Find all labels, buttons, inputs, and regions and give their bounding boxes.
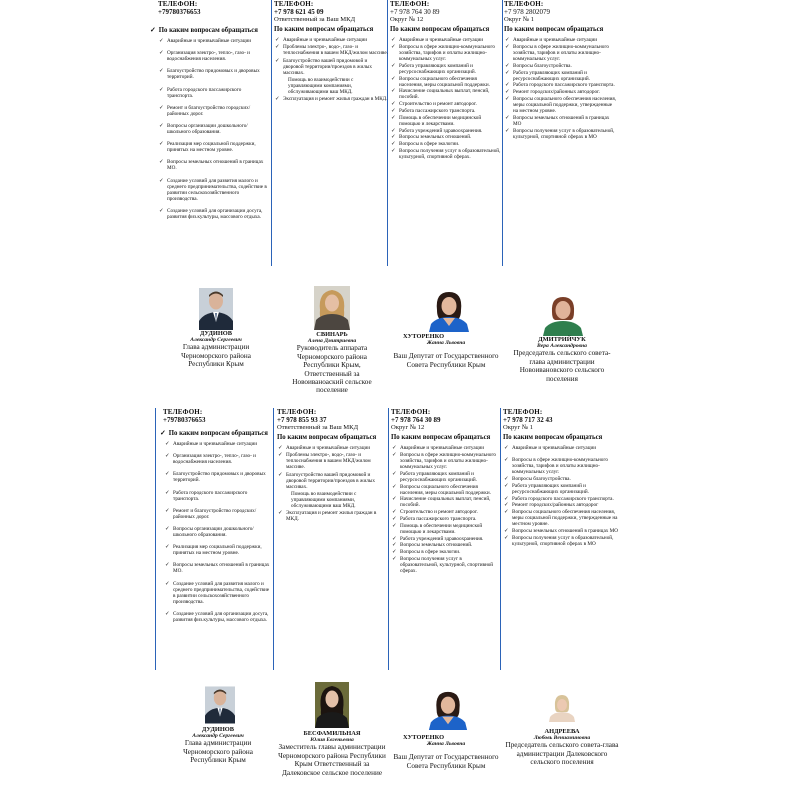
list-item: ✓ Работа управляющих компаний и ресурсоснабжающих организаций. bbox=[505, 69, 590, 82]
list-item: ✓ Вопросы земельных отношений в границах МО. bbox=[165, 562, 270, 575]
list-item: ✓ Благоустройство придомовых и дворовых территорий. bbox=[159, 68, 260, 81]
list-item: ✓ Создание условий для развития малого и среднего предпринимательства, содействие в развитии сельскохозяйственного производства. bbox=[165, 580, 270, 605]
check-icon: ✓ bbox=[504, 445, 509, 452]
list-item: ✓ Работа городского пассажирского транспорта. bbox=[505, 82, 615, 89]
check-icon: ✓ bbox=[278, 445, 283, 452]
list-item: ✓ Работа управляющих компаний и ресурсоснабжающих организаций. bbox=[504, 482, 589, 495]
column-divider bbox=[388, 408, 389, 670]
person-role: Глава администрации Черноморского района Республики Крым bbox=[183, 739, 253, 765]
check-icon: ✓ bbox=[278, 471, 283, 478]
check-icon: ✓ bbox=[391, 127, 396, 134]
check-icon: ✓ bbox=[159, 141, 164, 148]
check-icon: ✓ bbox=[159, 38, 164, 44]
list-item: ✓ Организация электро-, тепло-, газо- и водоснабжения населения. bbox=[165, 453, 256, 466]
phone-number: +7 978 2802079 bbox=[504, 7, 550, 16]
questions-header: По каким вопросам обращаться bbox=[274, 26, 374, 34]
check-icon: ✓ bbox=[159, 68, 164, 75]
check-icon: ✓ bbox=[391, 107, 396, 114]
list-item: ✓ Аварийные и чрезвычайные ситуации bbox=[392, 445, 485, 452]
phone-number: +7 978 621 45 09 bbox=[274, 7, 324, 16]
check-icon: ✓ bbox=[505, 82, 510, 89]
check-icon: ✓ bbox=[392, 470, 397, 477]
check-icon: ✓ bbox=[505, 114, 510, 121]
check-icon: ✓ bbox=[504, 457, 509, 464]
check-icon: ✓ bbox=[391, 141, 396, 148]
topics-list bbox=[391, 445, 499, 574]
check-icon: ✓ bbox=[275, 57, 280, 64]
contact-column bbox=[391, 409, 499, 575]
list-item: ✓ Работа городского пассажирского транспорта. bbox=[504, 495, 614, 502]
person-role: Глава администрации Черноморского района Республики Крым bbox=[181, 343, 251, 369]
check-icon: ✓ bbox=[504, 495, 509, 502]
check-icon: ✓ bbox=[505, 44, 510, 50]
list-item: ✓ Ремонт и благоустройство городских/районных дорог. bbox=[159, 104, 251, 117]
check-icon: ✓ bbox=[505, 62, 510, 69]
list-item: ✓ Аварийные и чрезвычайные ситуации bbox=[278, 445, 371, 452]
check-icon: ✓ bbox=[392, 535, 397, 542]
list-item: ✓ Вопросы земельных отношений в границах МО. bbox=[159, 159, 264, 172]
phone-label: ТЕЛЕФОН: bbox=[504, 0, 544, 8]
check-icon: ✓ bbox=[505, 89, 510, 96]
list-item: ✓ Аварийные и чрезвычайные ситуации bbox=[159, 38, 252, 44]
check-icon: ✓ bbox=[392, 483, 397, 490]
person-surname: ХУТОРЕНКО bbox=[403, 333, 445, 340]
person-role: Ваш Депутат от Государственного Совета Республики Крым bbox=[393, 352, 499, 369]
person-card bbox=[502, 728, 622, 767]
topics-list bbox=[503, 445, 619, 547]
person-role: Председатель сельского совета-глава администрации Далековского сельского поселения bbox=[505, 741, 619, 767]
list-item: ✓ Благоустройство придомовых и дворовых территорий. bbox=[165, 471, 266, 484]
list-item: ✓ Помощь в обеспечении медицинской помощью и лекарствами. bbox=[392, 522, 483, 535]
phone-number: +79780376653 bbox=[163, 415, 206, 424]
list-item: ✓ Эксплуатация и ремонт жилья граждан в МКД. bbox=[278, 509, 377, 522]
district-label: Округ № 1 bbox=[503, 424, 534, 431]
check-icon: ✓ bbox=[165, 544, 170, 551]
list-item: ✓ Создание условий для развития малого и среднего предпринимательства, содействие в развитии сельскохозяйственного производства. bbox=[159, 177, 267, 202]
list-item: ✓ Вопросы земельных отношений в границах МО bbox=[505, 114, 610, 127]
list-item: ✓ Вопросы в сфере экологии. bbox=[391, 141, 460, 148]
phone-number: +7 978 764 30 89 bbox=[391, 415, 441, 424]
list-item: ✓ Вопросы в сфере жилищно-коммунального хозяйства, тарифов и оплаты жилищно-коммунальных услуг. bbox=[391, 44, 495, 62]
list-item: ✓ Вопросы организации дошкольного/школьного образования. bbox=[165, 525, 254, 538]
list-item: ✓ Создание условий для организации досуга, развития физ.культуры, массового отдыха. bbox=[165, 610, 269, 623]
person-surname: ХУТОРЕНКО bbox=[403, 734, 445, 741]
topics-list bbox=[158, 38, 268, 220]
check-icon: ✓ bbox=[165, 453, 170, 460]
list-item: ✓ Организация электро-, тепло-, газо- и водоснабжения населения. bbox=[159, 50, 250, 63]
list-item: Помощь во взаимодействии с управляющими компаниями, обслуживающими ваш МКД. bbox=[288, 76, 354, 95]
list-item: ✓ Работа городского пассажирского транспорта. bbox=[159, 86, 242, 99]
check-icon: ✓ bbox=[278, 509, 283, 516]
check-icon: ✓ bbox=[150, 27, 156, 34]
list-item: ✓ Вопросы социального обеспечения населения, меры социальной поддержки, утвержденные на местном уровне. bbox=[504, 509, 618, 528]
list-item: ✓ Вопросы организации дошкольного/школьного образования. bbox=[159, 122, 248, 135]
list-item: ✓ Строительство и ремонт автодорог. bbox=[392, 509, 478, 516]
phone-number: +7 978 764 30 89 bbox=[390, 7, 440, 16]
check-icon: ✓ bbox=[159, 122, 164, 129]
check-icon: ✓ bbox=[159, 86, 164, 93]
check-icon: ✓ bbox=[165, 471, 170, 478]
check-icon: ✓ bbox=[165, 489, 170, 496]
check-icon: ✓ bbox=[505, 69, 510, 76]
list-item: ✓ Вопросы благоустройства. bbox=[504, 476, 571, 482]
person-role: Заместитель главы администрации Черноморского района Республики Крым Ответственный за Далековское сельское поселение bbox=[278, 743, 386, 777]
contact-sheet-dalekovo bbox=[0, 408, 800, 800]
topics-list bbox=[277, 445, 387, 522]
list-item: ✓ Вопросы получения услуг в образовательной, культурной, спортивной сферах в МО bbox=[504, 534, 614, 547]
list-item: ✓ Начисление социальных выплат, пенсий, пособий. bbox=[391, 88, 490, 101]
contact-column bbox=[277, 409, 387, 523]
phone-label: ТЕЛЕФОН: bbox=[277, 408, 317, 416]
list-item: ✓ Вопросы получения услуг в образовательной, культурной, спортивной сферах в МО bbox=[505, 127, 615, 140]
check-icon: ✓ bbox=[392, 509, 397, 516]
check-icon: ✓ bbox=[391, 88, 396, 95]
phone-number: +7 978 855 93 37 bbox=[277, 415, 327, 424]
phone-number: +79780376653 bbox=[158, 7, 201, 16]
column-divider bbox=[502, 0, 503, 266]
phone-number: +7 978 717 32 43 bbox=[503, 415, 553, 424]
contact-column bbox=[503, 409, 619, 548]
list-item: Помощь во взаимодействии с управляющими компаниями, обслуживающими ваш МКД. bbox=[291, 490, 357, 509]
list-item: ✓ Аварийные и чрезвычайные ситуации bbox=[504, 445, 597, 452]
list-item: ✓ Вопросы в сфере жилищно-коммунального хозяйства, тарифов и оплаты жилищно-коммунальных услуг. bbox=[505, 44, 609, 62]
person-name: Юлия Евгеньевна bbox=[310, 737, 354, 743]
check-icon: ✓ bbox=[391, 75, 396, 82]
list-item: ✓ Вопросы получения услуг в образовательной, культурной, спортивной сферах. bbox=[391, 147, 501, 160]
questions-header: По каким вопросам обращаться bbox=[503, 434, 603, 442]
portrait-photo-woman bbox=[315, 682, 349, 728]
list-item: ✓ Реализация мер социальной поддержки, принятых на местном уровне. bbox=[159, 141, 256, 154]
questions-header: По каким вопросам обращаться bbox=[390, 26, 490, 34]
check-icon: ✓ bbox=[159, 207, 164, 214]
district-label: Округ № 1 bbox=[504, 16, 535, 23]
person-name: Жанна Львовна bbox=[426, 340, 466, 346]
person-card bbox=[280, 331, 384, 395]
check-icon: ✓ bbox=[504, 509, 509, 516]
list-item: ✓ Вопросы в сфере жилищно-коммунального хозяйства, тарифов и оплаты жилищно-коммунальных услуг. bbox=[504, 457, 608, 476]
questions-header: По каким вопросам обращаться bbox=[391, 434, 491, 442]
check-icon: ✓ bbox=[275, 95, 280, 102]
portrait-photo-woman bbox=[548, 692, 576, 722]
check-icon: ✓ bbox=[159, 104, 164, 111]
check-icon: ✓ bbox=[504, 534, 509, 541]
list-item: ✓ Создание условий для организации досуга, развития физ.культуры, массового отдыха. bbox=[159, 207, 263, 220]
responsibility-note: Ответственный за Ваш МКД bbox=[277, 424, 359, 431]
check-icon: ✓ bbox=[391, 62, 396, 69]
check-icon: ✓ bbox=[392, 445, 397, 452]
contact-column bbox=[160, 409, 270, 629]
check-icon: ✓ bbox=[392, 549, 397, 556]
list-item: ✓ Аварийные и чрезвычайные ситуации bbox=[391, 37, 484, 44]
person-surname: ДМИТРИЙЧУК bbox=[538, 336, 586, 343]
check-icon: ✓ bbox=[505, 37, 510, 44]
check-icon: ✓ bbox=[165, 562, 170, 569]
questions-header: ✓ По каким вопросам обращаться bbox=[160, 430, 268, 437]
person-surname: СВИНАРЬ bbox=[316, 331, 348, 338]
list-item: ✓ Работа учреждений здравоохранения. bbox=[391, 127, 483, 134]
list-item: ✓ Вопросы земельных отношений. bbox=[392, 542, 473, 549]
questions-header: По каким вопросам обращаться bbox=[504, 26, 604, 34]
contact-column bbox=[504, 1, 618, 140]
person-card bbox=[170, 330, 262, 369]
check-icon: ✓ bbox=[391, 44, 396, 50]
list-item: ✓ Благоустройство вашей придомовой и дворовой территории/проездов в жилых массивах. bbox=[278, 471, 375, 490]
check-icon: ✓ bbox=[391, 114, 396, 121]
check-icon: ✓ bbox=[504, 476, 509, 482]
portrait-photo-man bbox=[199, 288, 233, 330]
questions-header: По каким вопросам обращаться bbox=[277, 434, 377, 442]
check-icon: ✓ bbox=[391, 101, 396, 108]
responsibility-note: Ответственный за Ваш МКД bbox=[274, 16, 356, 23]
person-name: Алена Дмитриевна bbox=[307, 338, 357, 344]
list-item: ✓ Работа пассажирского транспорта. bbox=[392, 515, 477, 522]
phone-label: ТЕЛЕФОН: bbox=[274, 0, 314, 8]
district-label: Округ № 12 bbox=[390, 16, 424, 23]
list-item: ✓ Работа городского пассажирского транспорта. bbox=[165, 489, 248, 502]
check-icon: ✓ bbox=[275, 44, 280, 51]
person-surname: БЕСФАМИЛЬНАЯ bbox=[303, 730, 361, 737]
contact-column bbox=[390, 1, 502, 161]
list-item: ✓ Вопросы социального обеспечения населения, меры социальной поддержки, утвержденные на местном уровне. bbox=[505, 95, 617, 114]
phone-label: ТЕЛЕФОН: bbox=[163, 408, 203, 416]
list-item: ✓ Помощь в обеспечении медицинской помощью и лекарствами. bbox=[391, 114, 482, 127]
check-icon: ✓ bbox=[159, 159, 164, 166]
check-icon: ✓ bbox=[392, 452, 397, 458]
questions-header: ✓ По каким вопросам обращаться bbox=[150, 27, 258, 34]
list-item: ✓ Вопросы в сфере экологии. bbox=[392, 549, 461, 556]
topics-list bbox=[164, 441, 270, 623]
phone-label: ТЕЛЕФОН: bbox=[503, 408, 543, 416]
person-surname: ДУДИНОВ bbox=[199, 330, 233, 337]
check-icon: ✓ bbox=[504, 527, 509, 534]
topics-list bbox=[390, 37, 502, 160]
check-icon: ✓ bbox=[505, 127, 510, 134]
person-surname: ДУДИНОВ bbox=[201, 726, 235, 733]
list-item: ✓ Вопросы социального обеспечения населения, меры социальной поддержки. bbox=[391, 75, 490, 88]
column-divider bbox=[155, 408, 156, 670]
check-icon: ✓ bbox=[392, 515, 397, 522]
topics-list bbox=[504, 37, 618, 139]
contact-column bbox=[150, 1, 268, 226]
check-icon: ✓ bbox=[391, 147, 396, 154]
list-item: ✓ Вопросы земельных отношений. bbox=[391, 134, 472, 141]
check-icon: ✓ bbox=[504, 502, 509, 509]
list-item: ✓ Ремонт городских/районных автодорог bbox=[504, 502, 599, 509]
portrait-photo-woman bbox=[314, 286, 350, 330]
phone-label: ТЕЛЕФОН: bbox=[390, 0, 430, 8]
list-item: ✓ Проблемы электро-, водо-, газо- и теплоснабжения в вашем МКД/жилом массиве. bbox=[278, 452, 371, 471]
column-divider bbox=[500, 408, 501, 670]
check-icon: ✓ bbox=[392, 542, 397, 549]
list-item: ✓ Вопросы земельных отношений в границах МО bbox=[504, 527, 619, 534]
check-icon: ✓ bbox=[504, 482, 509, 489]
person-card bbox=[506, 336, 618, 383]
check-icon: ✓ bbox=[275, 37, 280, 44]
person-card bbox=[172, 726, 264, 765]
person-name: Александр Сергеевич bbox=[190, 337, 242, 343]
person-role: Председатель сельского совета-глава администрации Новоивановского сельского поселения bbox=[513, 349, 611, 383]
portrait-photo-woman bbox=[427, 688, 469, 730]
district-label: Округ № 12 bbox=[391, 424, 425, 431]
person-name: Жанна Львовна bbox=[426, 741, 466, 747]
check-icon: ✓ bbox=[391, 134, 396, 141]
person-surname: АНДРЕЕВА bbox=[544, 728, 580, 735]
column-divider bbox=[271, 0, 272, 266]
topics-list bbox=[274, 37, 388, 102]
portrait-photo-woman bbox=[543, 292, 583, 336]
check-icon: ✓ bbox=[505, 95, 510, 102]
person-role: Руководитель аппарата Черноморского района Республики Крым, Ответственный за Новоиваноаский сельское поселение bbox=[292, 344, 372, 395]
list-item: ✓ Ремонт и благоустройство городских/районных дорог. bbox=[165, 507, 257, 520]
contact-column bbox=[274, 1, 388, 103]
list-item: ✓ Аварийные и чрезвычайные ситуации bbox=[275, 37, 368, 44]
check-icon: ✓ bbox=[278, 452, 283, 459]
check-icon: ✓ bbox=[165, 507, 170, 514]
portrait-photo-woman bbox=[427, 288, 471, 332]
person-card bbox=[390, 734, 502, 770]
person-card bbox=[390, 333, 502, 369]
person-name: Любовь Вениаминовна bbox=[533, 735, 591, 741]
check-icon: ✓ bbox=[165, 610, 170, 617]
list-item: ✓ Работа управляющих компаний и ресурсоснабжающих организаций. bbox=[392, 470, 477, 483]
list-item: ✓ Вопросы получения услуг в образовательной, культурной, спортивной сферах. bbox=[392, 555, 494, 574]
list-item: ✓ Аварийные и чрезвычайные ситуации bbox=[505, 37, 598, 44]
check-icon: ✓ bbox=[159, 50, 164, 57]
list-item: ✓ Работа учреждений здравоохранения. bbox=[392, 535, 484, 542]
portrait-photo-man bbox=[205, 686, 235, 724]
list-item: ✓ Проблемы электро-, водо-, газо- и теплоснабжения в вашем МКД/жилом массиве. bbox=[275, 44, 388, 57]
check-icon: ✓ bbox=[159, 177, 164, 184]
column-divider bbox=[273, 408, 274, 670]
phone-label: ТЕЛЕФОН: bbox=[158, 0, 198, 8]
check-icon: ✓ bbox=[165, 580, 170, 587]
check-icon: ✓ bbox=[392, 522, 397, 529]
list-item: ✓ Вопросы благоустройства. bbox=[505, 62, 572, 69]
list-item: ✓ Работа пассажирского транспорта. bbox=[391, 107, 476, 114]
person-role: Ваш Депутат от Государственного Совета Республики Крым bbox=[393, 753, 499, 770]
check-icon: ✓ bbox=[392, 496, 397, 503]
list-item: ✓ Эксплуатация и ремонт жилья граждан в МКД. bbox=[275, 95, 388, 102]
person-card bbox=[278, 730, 386, 777]
list-item: ✓ Благоустройство вашей придомовой и дворовой территории/проездов в жилых массивах. bbox=[275, 57, 372, 76]
phone-label: ТЕЛЕФОН: bbox=[391, 408, 431, 416]
check-icon: ✓ bbox=[391, 37, 396, 44]
list-item: ✓ Аварийные и чрезвычайные ситуации bbox=[165, 441, 258, 447]
check-icon: ✓ bbox=[165, 525, 170, 532]
check-icon: ✓ bbox=[160, 430, 166, 437]
list-item: ✓ Начисление социальных выплат, пенсий, пособий. bbox=[392, 496, 491, 509]
check-icon: ✓ bbox=[392, 555, 397, 562]
list-item: ✓ Вопросы в сфере жилищно-коммунального хозяйства, тарифов и оплаты жилищно-коммунальных услуг. bbox=[392, 452, 496, 470]
list-item: ✓ Строительство и ремонт автодорог. bbox=[391, 101, 477, 108]
list-item: ✓ Работа управляющих компаний и ресурсоснабжающих организаций. bbox=[391, 62, 476, 75]
list-item: ✓ Ремонт городских/районных автодорог. bbox=[505, 89, 600, 96]
check-icon: ✓ bbox=[165, 441, 170, 447]
person-name: Александр Сергеевич bbox=[192, 733, 244, 739]
list-item: ✓ Реализация мер социальной поддержки, принятых на местном уровне. bbox=[165, 544, 262, 557]
list-item: ✓ Вопросы социального обеспечения населения, меры социальной поддержки. bbox=[392, 483, 491, 496]
person-name: Вера Александровна bbox=[537, 343, 587, 349]
